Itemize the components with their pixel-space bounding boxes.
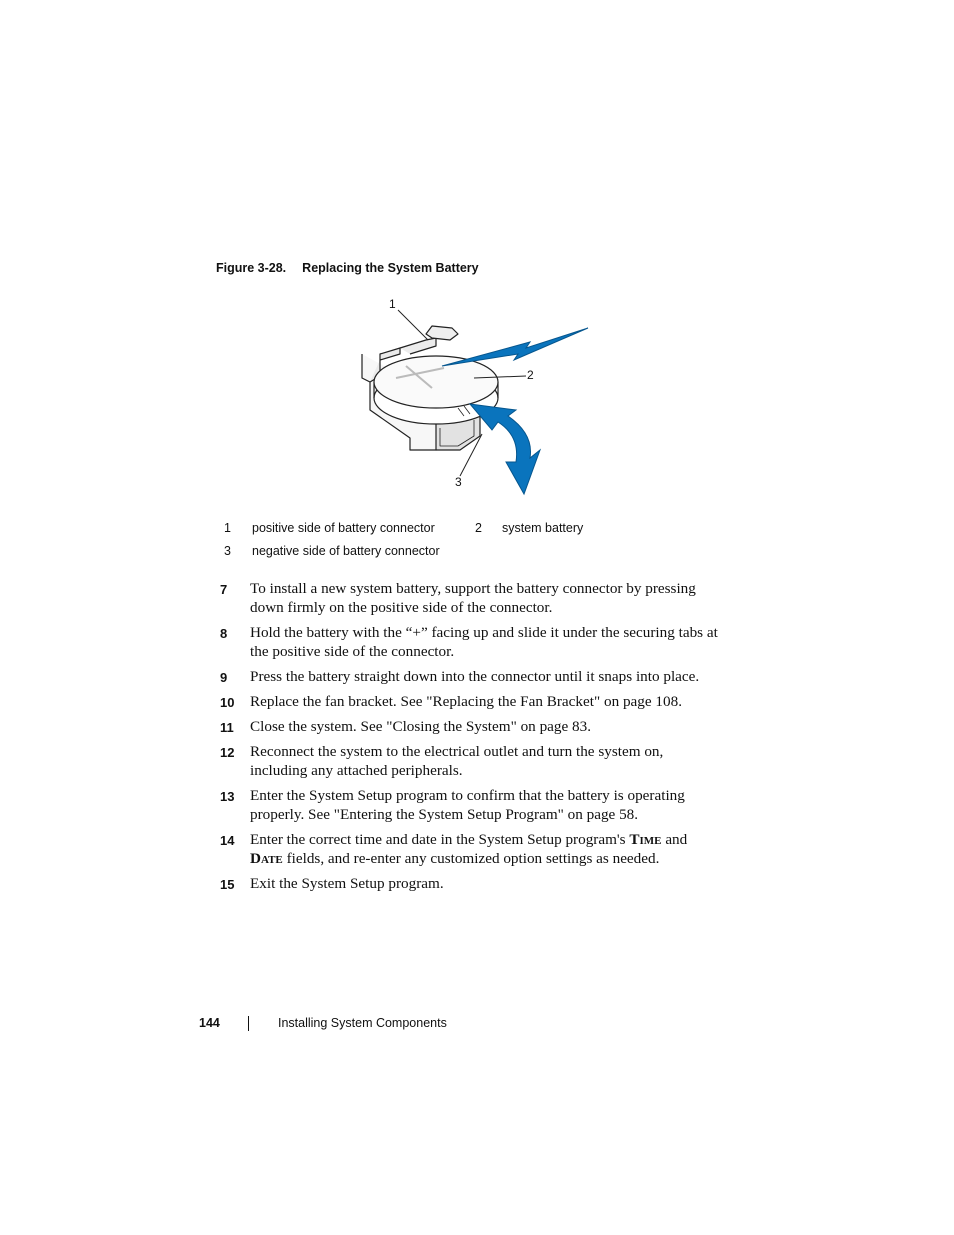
battery-connector-drawing: [340, 290, 600, 500]
procedure-steps: [220, 579, 720, 899]
step-number: 9: [220, 670, 228, 685]
step-text: To install a new system battery, support the battery connector by pressing down firmly on the positive side of the connector.: [250, 580, 696, 616]
step-text: Close the system. See "Closing the System" on page 83.: [250, 718, 592, 735]
callout-number-1: 1: [389, 297, 396, 311]
step-item: [220, 830, 720, 868]
figure-caption-label: Figure 3-28.: [216, 261, 287, 275]
ui-term-date: Date: [250, 850, 283, 867]
step-item: [220, 667, 720, 686]
step-text: Press the battery straight down into the connector until it snaps into place.: [250, 668, 700, 685]
step-text: Replace the fan bracket. See "Replacing the Fan Bracket" on page 108.: [250, 693, 682, 710]
step-number: 14: [220, 833, 235, 848]
step-text: Exit the System Setup program.: [250, 875, 444, 892]
legend-number: 1: [224, 521, 231, 535]
step-item: [220, 623, 720, 661]
step-number: 8: [220, 626, 228, 641]
step-number: 10: [220, 695, 235, 710]
step-item: [220, 742, 720, 780]
ui-term-time: Time: [629, 831, 662, 848]
footer-section-title: Installing System Components: [278, 1016, 447, 1030]
battery-illustration: [340, 290, 600, 500]
step-item: [220, 717, 720, 736]
step-text: fields, and re-enter any customized option settings as needed.: [286, 850, 660, 867]
callout-number-3: 3: [455, 475, 462, 489]
legend-label: system battery: [502, 521, 584, 535]
figure-caption-title: Replacing the System Battery: [302, 261, 479, 275]
page-footer: [199, 1016, 447, 1030]
step-text: Enter the System Setup program to confirm that the battery is operating properly. See "Entering the System Setup Program" on page 58.: [250, 787, 685, 823]
step-number: 15: [220, 877, 235, 892]
step-text: and: [665, 831, 688, 848]
step-text: Hold the battery with the “+” facing up and slide it under the securing tabs at the positive side of the connector.: [250, 624, 718, 660]
step-item: [220, 786, 720, 824]
legend-number: 3: [224, 544, 231, 558]
step-text: Reconnect the system to the electrical outlet and turn the system on, including any attached peripherals.: [250, 743, 664, 779]
step-number: 12: [220, 745, 235, 760]
step-text: Enter the correct time and date in the System Setup program's: [250, 831, 626, 848]
step-number: 11: [220, 720, 234, 735]
legend-label: positive side of battery connector: [252, 521, 435, 535]
page-number: 144: [199, 1016, 220, 1030]
legend-label: negative side of battery connector: [252, 544, 440, 558]
step-number: 7: [220, 582, 228, 597]
step-item: [220, 692, 720, 711]
step-item: [220, 579, 720, 617]
legend-number: 2: [475, 521, 482, 535]
footer-divider: [248, 1016, 249, 1031]
callout-number-2: 2: [527, 368, 534, 382]
step-number: 13: [220, 789, 235, 804]
figure-caption: [216, 261, 479, 275]
step-item: [220, 874, 720, 893]
